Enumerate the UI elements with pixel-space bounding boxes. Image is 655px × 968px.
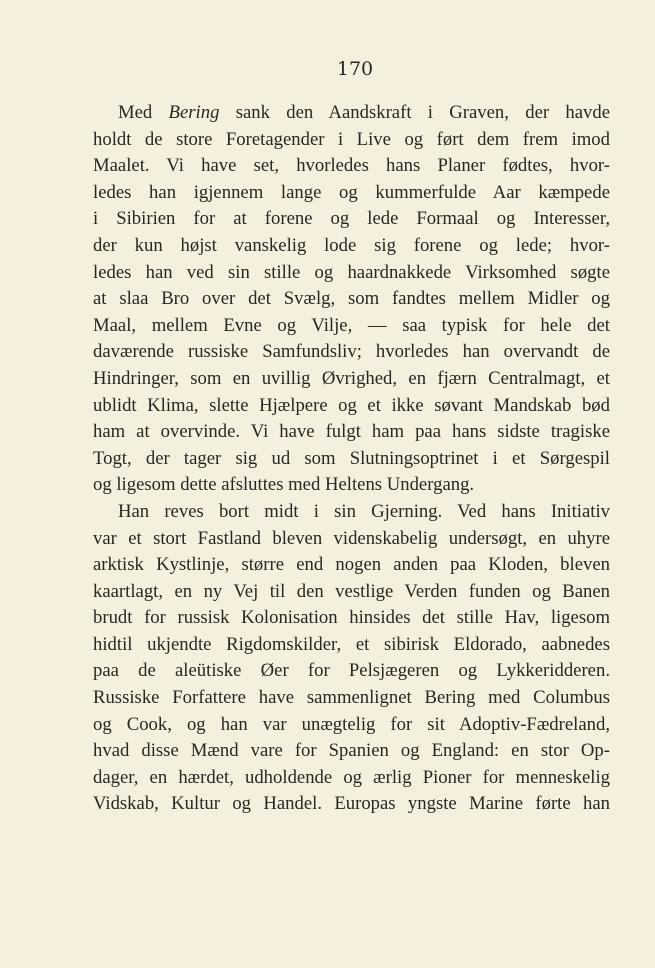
text-line: Maalet. Vi have set, hvorledes hans Planer fødtes, hvor- (93, 155, 610, 177)
text-line: var et stort Fastland bleven videnskabelig undersøgt, en uhyre (93, 527, 610, 549)
text-line: Hindringer, som en uvillig Øvrighed, en fjærn Centralmagt, et (93, 367, 610, 389)
text-line: i Sibirien for at forene og lede Formaal og Interesser, (93, 208, 610, 230)
text-line: arktisk Kystlinje, større end nogen anden paa Kloden, bleven (93, 554, 610, 576)
text-line: brudt for russisk Kolonisation hinsides det stille Hav, ligesom (93, 607, 610, 629)
text-line-pre: Med (118, 102, 169, 123)
page-number: 170 (336, 58, 374, 80)
text-line: at slaa Bro over det Svælg, som fandtes mellem Midler og (93, 288, 610, 310)
text-line: hvad disse Mænd vare for Spanien og England: en stor Op- (93, 740, 610, 762)
text-line-post: sank den Aandskraft i Graven, der havde (219, 102, 610, 123)
text-line: kaartlagt, en ny Vej til den vestlige Verden funden og Banen (93, 580, 610, 602)
text-line: ublidt Klima, slette Hjælpere og et ikke søvant Mandskab bød (93, 394, 610, 416)
text-line: Vidskab, Kultur og Handel. Europas yngste Marine førte han (93, 793, 610, 815)
text-line: holdt de store Foretagender i Live og ført dem frem imod (93, 128, 610, 150)
body-text (93, 100, 610, 818)
text-line: daværende russiske Samfundsliv; hvorledes han overvandt de (93, 341, 610, 363)
text-line: Togt, der tager sig ud som Slutningsoptrinet i et Sørgespil (93, 447, 610, 469)
text-line: og ligesom dette afsluttes med Heltens Undergang. (93, 474, 475, 496)
text-line: Han reves bort midt i sin Gjerning. Ved hans Initiativ (118, 500, 610, 522)
text-line: og Cook, og han var unægtelig for sit Adoptiv-Fædreland, (93, 713, 610, 735)
text-line: Russiske Forfattere have sammenlignet Bering med Columbus (93, 687, 610, 709)
text-line: der kun højst vanskelig lode sig forene og lede; hvor- (93, 234, 610, 256)
italic-name: Bering (168, 102, 220, 123)
text-line (93, 100, 610, 127)
text-line: dager, en hærdet, udholdende og ærlig Pioner for menneskelig (93, 766, 610, 788)
text-line: ham at overvinde. Vi have fulgt ham paa hans sidste tragiske (93, 421, 610, 443)
text-line: ledes han ved sin stille og haardnakkede Virksomhed søgte (93, 261, 610, 283)
text-line: paa de aleütiske Øer for Pelsjægeren og Lykkeridderen. (93, 660, 610, 682)
text-line: Maal, mellem Evne og Vilje, — saa typisk for hele det (93, 314, 610, 336)
text-line: ledes han igjennem lange og kummerfulde Aar kæmpede (93, 181, 610, 203)
text-line: hidtil ukjendte Rigdomskilder, et sibirisk Eldorado, aabnedes (93, 633, 610, 655)
